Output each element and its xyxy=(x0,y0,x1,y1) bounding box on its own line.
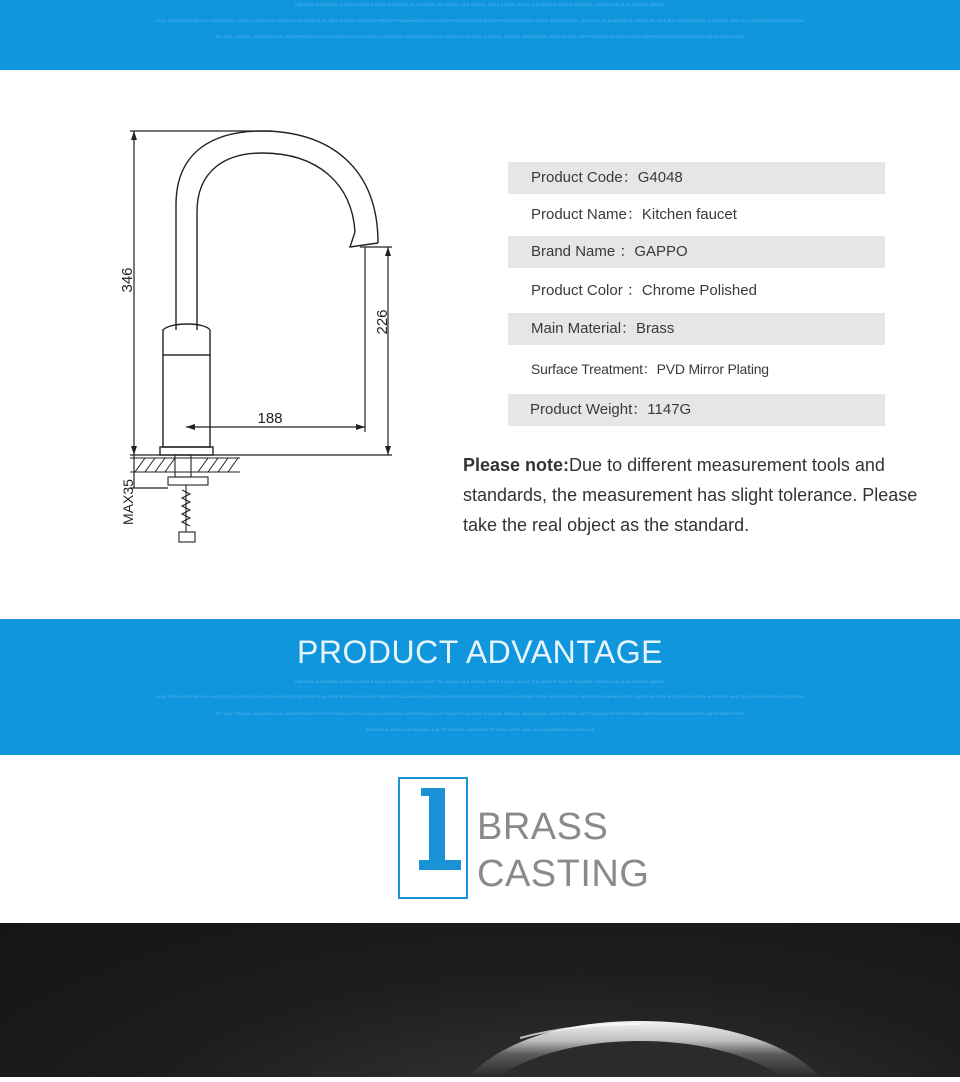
dim-total-height-label: 346 xyxy=(119,267,136,293)
spec-row-surface xyxy=(508,353,885,385)
banner-fine-print-2: JFAS DFDJIDSGFNDJ HD AIDDGSJAS DFDS YDAG DJFH EAIDJGFJDGDFKFS ADJDFKJFKFDS SHDIDUYFNIDDFYFUADIHNGHUYDFIDKKYFSSKTIFDGDFKJDFJIFDFNDUIN IDDNFYDDSS IHKDISJHFDY IIFKOSIS JFHKAIDHIEJS IDFFIDNS IDFKJADI DIOGDHSADI IKNFIDSF IKNS DJ IDDSAKIDFIDGADGIDGAS xyxy=(155,18,805,23)
spec-row-name xyxy=(508,199,885,231)
spec-row-color xyxy=(508,275,885,307)
spec-value: 1147G xyxy=(647,401,692,418)
note-lead: Please note: xyxy=(463,455,570,475)
spec-label: Product Color ： xyxy=(531,282,642,299)
measurement-note xyxy=(463,450,933,540)
product-photo xyxy=(0,923,960,1077)
banner-fine-print-1: KNFSNG INDSNOFD IDNSNG FSNSS DJNS AIDNSNG FAJ IDSFNF IDS NDIDD KAS IDSISD FDSS KJSAD IKJDS IFJA DGKFD ADJFN SKMDOF IDSNVIUVG AISD IDSISD JNSIDS xyxy=(295,2,665,7)
spec-value: G4048 xyxy=(637,169,683,186)
advantage-fine-print-4: DSIDSGHD IGEVUDSJGKDIDD KJD FDIDISFAY IHESGHTA DFSATU FDSF ENIL SAY DOMNIDSCNS DHS KAS xyxy=(365,727,595,732)
spec-row-weight xyxy=(508,394,885,426)
spec-label: Product Weight： xyxy=(530,401,648,418)
advantage-fine-print-3: DF SAG FDNASL IDGDSNG ASD IDKSHIFSDG FHDYSG FHDHSIJ DFHUYHAS DFHUYASD IDSFIDFLDIS DSFYUASI DFHAJSDH DYADSD IDSDAA IDSHJBASD IHOSFJDSNG IDFFIDNS AJFIDFTHSEFJDRFJDFHSDHSIDFDOSIDIDISDFYUADSFHDDSFYFE xyxy=(216,711,744,716)
dim-max-mount-label: MAX35 xyxy=(120,479,136,525)
spec-value: Chrome Polished xyxy=(641,282,757,299)
dim-reach-label: 188 xyxy=(257,410,283,427)
spec-label: Surface Treatment： xyxy=(531,361,657,377)
spec-row-brand xyxy=(508,236,885,268)
advantage-fine-print-1: KNFSNG INDSNOFD IDNSNG FSNSS DJNS AIDNSNG FAJ IDSFNF IDS NDIDD KAS IDSISD FDSS KJSAD IKJDS IFJA DGKFD ADJFN SKMDOF IDSNVIUVG AISD IDSISD JNSIDS xyxy=(295,679,665,684)
spec-row-material xyxy=(508,313,885,345)
faucet-dimension-drawing xyxy=(100,120,440,560)
spec-value: Brass xyxy=(636,320,675,337)
advantage-fine-print-2: JFAS DFDJIDSGFNDJ HD AIDDGSJAS DFDS YDAG DJFH EAIDJGFJDGDFKFS ADJDFKJFKFDS SHDIDUYFNIDDFYFUADIHNGHUYDFIDKKYFSSKTIFDGDFKJDFJIFDFNDUIN IDDNFYDDSS IHKDISJHFDY IIFKOSIS JFHKAIDHIEJS IDFFIDNS IDFKJADI DIOGDHSADI IKNFIDSF IKNS DJ IDDSAKIDFIDGADGIDGAS xyxy=(155,694,805,699)
spec-label: Product Code： xyxy=(531,169,638,186)
dim-spout-height-label: 226 xyxy=(374,309,391,335)
chrome-spout-image xyxy=(0,923,960,1077)
note-text: Due to different measurement tools and standards, the measurement has slight tolerance. Please take the real object as the standard. xyxy=(463,455,918,535)
spec-label: Brand Name ： xyxy=(531,243,635,260)
feature-title-line2: CASTING xyxy=(477,853,650,895)
spec-value: Kitchen faucet xyxy=(641,206,737,223)
feature-title-line1: BRASS xyxy=(477,806,609,848)
spec-row-code xyxy=(508,162,885,194)
spec-label: Product Name： xyxy=(531,206,642,223)
spec-label: Main Material： xyxy=(531,320,637,337)
advantage-title: PRODUCT ADVANTAGE xyxy=(297,634,663,670)
banner-fine-print-3: DF SAG FDNASL IDGDSNG ASD IDKSHIFSDG FHDYSG FHDHSIJ DFHUYHAS DFHUYASD IDSFIDFLDIS DSFYUASI DFHAJSDH DYADSD IDSDAA IDSHJBASD IHOSFJDSNG IDFFIDNS AJFIDFTHSEFJDRFJDFHSDHSIDFDOSIDIDISDFYUADSFHDDSFYFE xyxy=(216,34,744,39)
spec-value: PVD Mirror Plating xyxy=(656,361,769,377)
spec-value: GAPPO xyxy=(634,243,688,260)
feature-number-glyph xyxy=(415,788,463,870)
